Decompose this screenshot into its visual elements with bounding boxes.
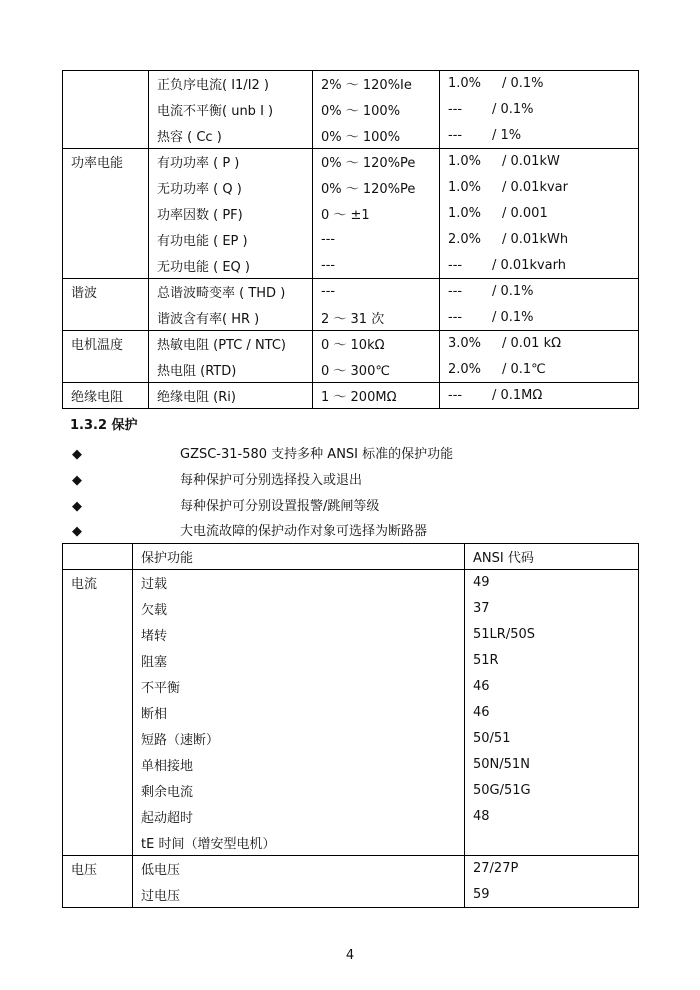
category-cell: 功率电能	[63, 149, 149, 175]
category-cell	[63, 71, 149, 97]
function-cell: 不平衡	[133, 674, 465, 700]
code-cell: 27/27P	[465, 856, 639, 882]
protection-row	[63, 752, 639, 778]
range-cell: 2 ～ 31 次	[313, 305, 440, 331]
measurement-row	[63, 383, 639, 409]
bullet-item	[72, 495, 379, 514]
resolution-value: / 0.1%	[492, 284, 534, 300]
resolution-value: / 0.01kW	[502, 154, 560, 170]
code-cell: 48	[473, 809, 490, 824]
accuracy-cell	[440, 71, 639, 97]
protection-row	[63, 648, 639, 674]
code-cell: 50/51	[473, 731, 511, 746]
range-cell: 0% ～ 120%Pe	[313, 149, 440, 175]
measurement-row	[63, 305, 639, 331]
category-cell	[63, 674, 133, 700]
function-cell: 欠载	[133, 596, 465, 622]
category-cell: 电机温度	[63, 331, 149, 357]
resolution-value: / 0.1℃	[502, 361, 546, 377]
category-cell	[63, 253, 149, 279]
accuracy-cell	[440, 279, 639, 305]
category-cell	[63, 752, 133, 778]
resolution-value: / 1%	[492, 127, 522, 143]
measurement-table	[62, 70, 639, 409]
item-cell: 功率因数 ( PF)	[149, 201, 313, 227]
category-cell	[63, 305, 149, 331]
category-cell: 绝缘电阻	[63, 383, 149, 409]
protection-row	[63, 622, 639, 648]
range-cell: 0% ～ 100%	[313, 123, 440, 149]
item-cell: 热电阻 (RTD)	[149, 357, 313, 383]
measurement-table-body	[63, 71, 639, 409]
accuracy-cell	[440, 123, 639, 149]
category-cell	[63, 201, 149, 227]
protection-row	[63, 882, 639, 908]
item-cell: 热敏电阻 (PTC / NTC)	[149, 331, 313, 357]
protection-row	[63, 700, 639, 726]
accuracy-value: 3.0%	[448, 336, 482, 352]
item-cell: 谐波含有率( HR )	[149, 305, 313, 331]
accuracy-value: 1.0%	[448, 206, 482, 221]
function-cell: tE 时间（增安型电机）	[133, 830, 465, 856]
function-cell: 断相	[133, 700, 465, 726]
diamond-icon: ◆	[72, 473, 82, 488]
function-cell: 过载	[133, 570, 465, 596]
function-cell: 过电压	[133, 882, 465, 908]
diamond-icon: ◆	[72, 524, 82, 539]
accuracy-cell	[440, 175, 639, 201]
code-cell	[465, 830, 639, 856]
accuracy-value: ---	[448, 257, 463, 273]
accuracy-value: 2.0%	[448, 361, 482, 377]
accuracy-cell	[440, 227, 639, 253]
accuracy-cell	[440, 253, 639, 279]
measurement-row	[63, 175, 639, 201]
accuracy-cell	[440, 305, 639, 331]
accuracy-value: ---	[448, 309, 463, 325]
accuracy-cell	[440, 201, 639, 227]
bullet-item	[72, 520, 427, 539]
range-cell: 0% ～ 120%Pe	[313, 175, 440, 201]
item-cell: 绝缘电阻 (Ri)	[149, 383, 313, 409]
item-cell: 电流不平衡( unb I )	[149, 97, 313, 123]
resolution-value: / 0.001	[502, 206, 548, 221]
category-cell	[63, 648, 133, 674]
category-cell	[63, 622, 133, 648]
protection-table	[62, 543, 639, 908]
code-cell: 49	[465, 570, 639, 596]
protection-row	[63, 596, 639, 622]
protection-row	[63, 570, 639, 596]
accuracy-cell	[440, 97, 639, 123]
range-cell: 0% ～ 100%	[313, 97, 440, 123]
range-cell: 0 ～ 10kΩ	[313, 331, 440, 357]
item-cell: 总谐波畸变率 ( THD )	[149, 279, 313, 305]
category-cell	[63, 123, 149, 149]
function-cell: 短路（速断）	[133, 726, 465, 752]
protection-row	[63, 674, 639, 700]
accuracy-value: 1.0%	[448, 154, 482, 170]
code-cell: 51R	[473, 653, 499, 668]
protection-table-body	[63, 544, 639, 908]
code-cell: 51LR/50S	[473, 627, 535, 642]
category-cell: 电压	[63, 856, 133, 882]
item-cell: 无功电能 ( EQ )	[149, 253, 313, 279]
protection-row	[63, 856, 639, 882]
category-cell	[63, 726, 133, 752]
category-cell: 电流	[63, 570, 133, 596]
measurement-row	[63, 253, 639, 279]
protection-row	[63, 804, 639, 830]
function-cell: 低电压	[133, 856, 465, 882]
measurement-row	[63, 123, 639, 149]
function-cell: 阻塞	[133, 648, 465, 674]
category-cell	[63, 830, 133, 856]
header-category	[63, 544, 133, 570]
protection-row	[63, 726, 639, 752]
resolution-value: / 0.01kWh	[502, 232, 569, 247]
accuracy-value: ---	[448, 388, 463, 403]
range-cell: 2% ～ 120%Ie	[313, 71, 440, 97]
bullet-item	[72, 443, 453, 462]
measurement-row	[63, 227, 639, 253]
diamond-icon: ◆	[72, 447, 82, 462]
item-cell: 无功功率 ( Q )	[149, 175, 313, 201]
section-title: 保护	[111, 418, 138, 433]
code-cell: 37	[473, 601, 490, 616]
function-cell: 单相接地	[133, 752, 465, 778]
item-cell: 热容 ( Cc )	[149, 123, 313, 149]
category-cell	[63, 97, 149, 123]
accuracy-value: ---	[448, 284, 463, 300]
resolution-value: / 0.01kvarh	[492, 257, 567, 273]
measurement-row	[63, 71, 639, 97]
measurement-row	[63, 149, 639, 175]
item-cell: 正负序电流( I1/I2 )	[149, 71, 313, 97]
category-cell	[63, 596, 133, 622]
bullet-item	[72, 469, 362, 488]
category-cell	[63, 804, 133, 830]
accuracy-cell	[440, 149, 639, 175]
header-function: 保护功能	[133, 544, 465, 570]
item-cell: 有功功率 ( P )	[149, 149, 313, 175]
diamond-icon: ◆	[72, 499, 82, 514]
code-cell: 59	[473, 886, 490, 902]
accuracy-cell	[440, 383, 639, 409]
range-cell: ---	[313, 279, 440, 305]
resolution-value: / 0.1%	[502, 76, 544, 92]
accuracy-value: ---	[448, 127, 463, 143]
category-cell	[63, 700, 133, 726]
function-cell: 起动超时	[133, 804, 465, 830]
category-cell: 谐波	[63, 279, 149, 305]
resolution-value: / 0.01kvar	[502, 180, 568, 195]
accuracy-value: 2.0%	[448, 232, 482, 247]
item-cell: 有功电能 ( EP )	[149, 227, 313, 253]
protection-row	[63, 778, 639, 804]
resolution-value: / 0.01 kΩ	[502, 336, 562, 352]
range-cell: ---	[313, 253, 440, 279]
resolution-value: / 0.1%	[492, 309, 534, 325]
category-cell	[63, 227, 149, 253]
protection-header-row	[63, 544, 639, 570]
page-number: 4	[345, 948, 355, 963]
resolution-value: / 0.1%	[492, 102, 534, 117]
resolution-value: / 0.1MΩ	[492, 388, 543, 403]
measurement-row	[63, 331, 639, 357]
section-heading	[70, 414, 138, 433]
accuracy-value: 1.0%	[448, 180, 482, 195]
function-cell: 剩余电流	[133, 778, 465, 804]
range-cell: ---	[313, 227, 440, 253]
measurement-row	[63, 201, 639, 227]
range-cell: 0 ～ 300℃	[313, 357, 440, 383]
code-cell: 46	[473, 679, 490, 694]
category-cell	[63, 778, 133, 804]
category-cell	[63, 175, 149, 201]
bullet-text: GZSC-31-580 支持多种 ANSI 标准的保护功能	[180, 447, 454, 462]
bullet-text: 大电流故障的保护动作对象可选择为断路器	[180, 524, 428, 539]
accuracy-value: 1.0%	[448, 76, 482, 92]
bullet-text: 每种保护可分别选择投入或退出	[180, 473, 363, 488]
code-cell: 50N/51N	[473, 757, 530, 772]
accuracy-value: ---	[448, 102, 463, 117]
code-cell: 46	[473, 705, 490, 720]
measurement-row	[63, 357, 639, 383]
measurement-row	[63, 279, 639, 305]
function-cell: 堵转	[133, 622, 465, 648]
header-code: ANSI 代码	[473, 551, 534, 566]
code-cell: 50G/51G	[473, 783, 531, 798]
category-cell	[63, 357, 149, 383]
range-cell: 1 ～ 200MΩ	[313, 383, 440, 409]
accuracy-cell	[440, 331, 639, 357]
measurement-row	[63, 97, 639, 123]
section-number: 1.3.2	[70, 418, 108, 433]
range-cell: 0 ～ ±1	[313, 201, 440, 227]
bullet-text: 每种保护可分别设置报警/跳闸等级	[180, 499, 380, 514]
accuracy-cell	[440, 357, 639, 383]
category-cell	[63, 882, 133, 908]
protection-row	[63, 830, 639, 856]
